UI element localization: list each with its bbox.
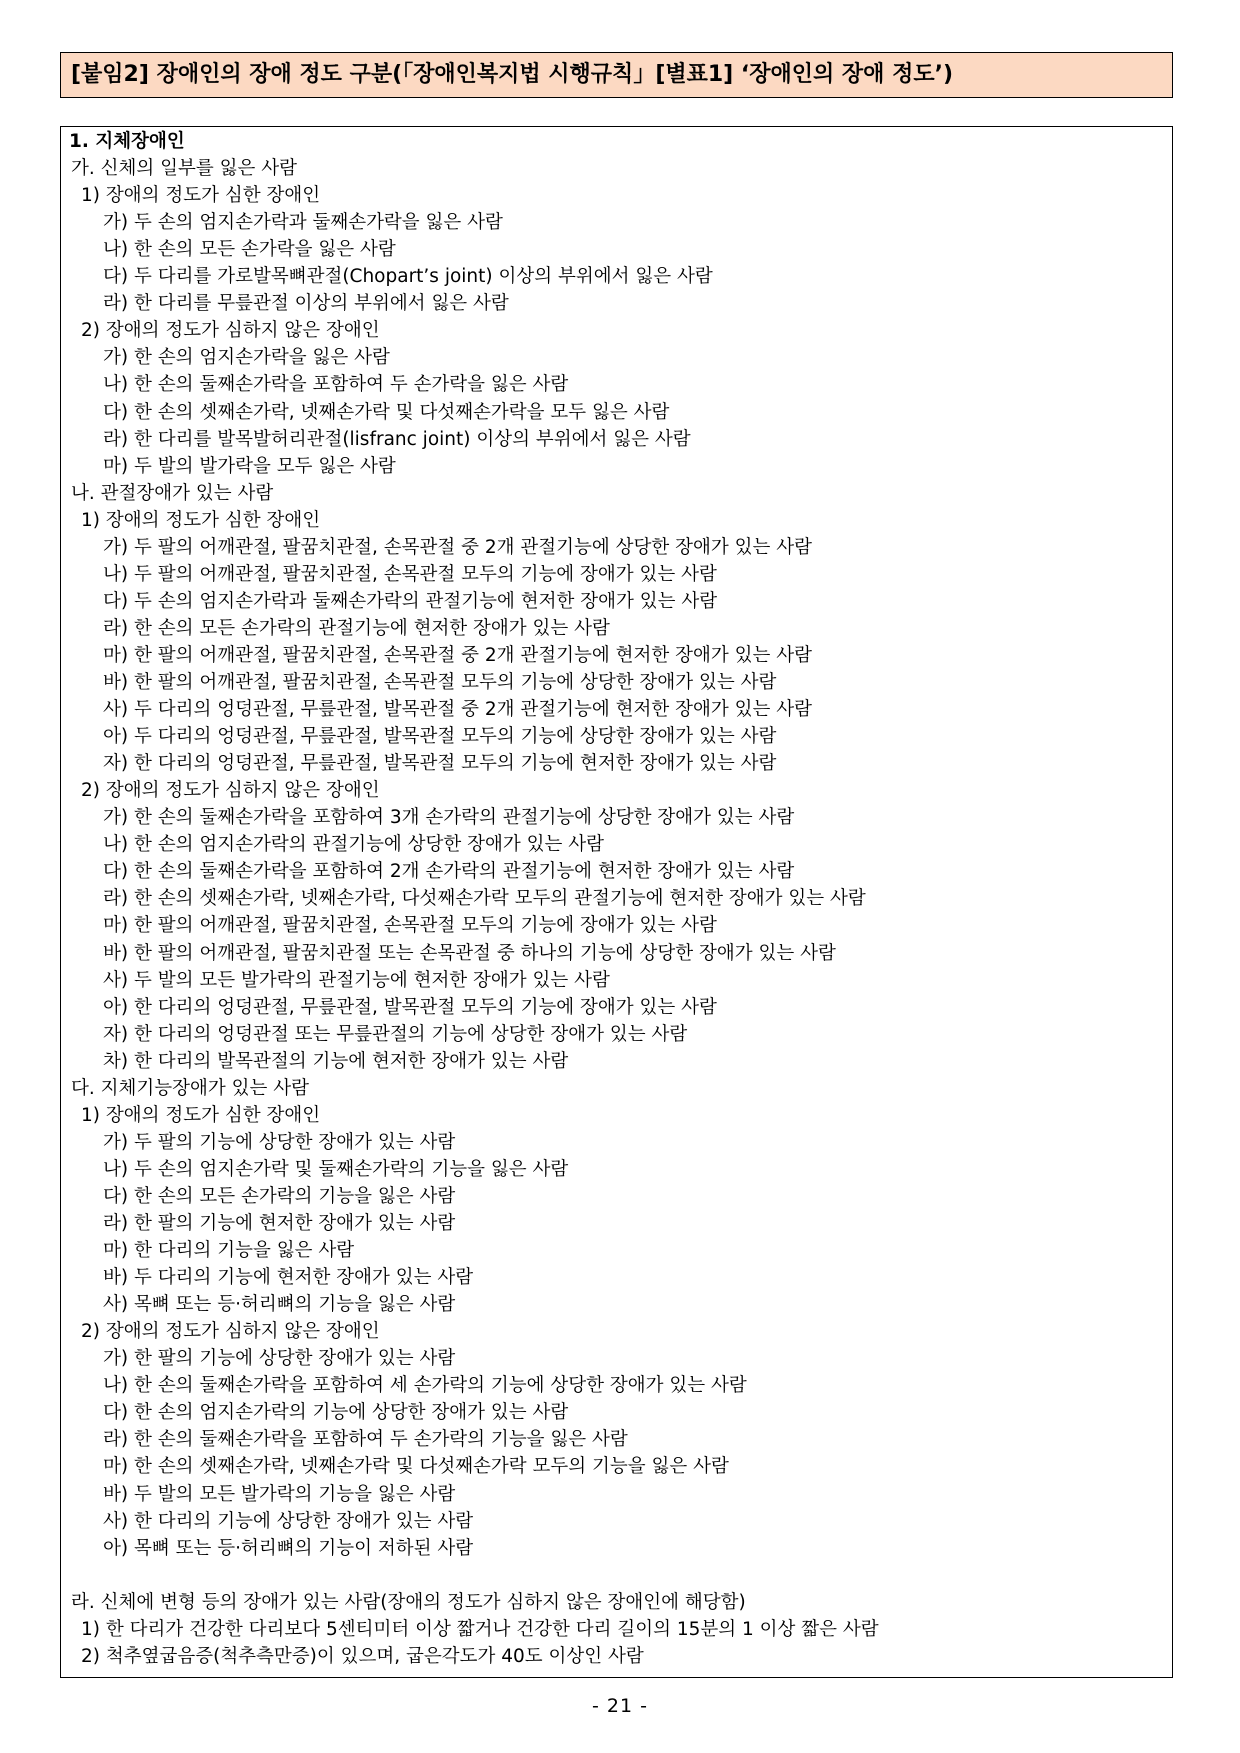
criteria-item: 다) 두 다리를 가로발목뼈관절(Chopart’s joint) 이상의 부위에서 잃은 사람 (103, 266, 713, 288)
criteria-item: 나) 두 손의 엄지손가락 및 둘째손가락의 기능을 잃은 사람 (103, 1158, 569, 1180)
criteria-item: 가) 두 팔의 기능에 상당한 장애가 있는 사람 (103, 1131, 456, 1153)
category-item (61, 1562, 71, 1589)
criteria-item: 차) 한 다리의 발목관절의 기능에 현저한 장애가 있는 사람 (103, 1050, 569, 1072)
document-title: [붙임2] 장애인의 장애 정도 구분(「장애인복지법 시행규칙」[별표1] ‘장애인의 장애 정도’) (60, 52, 1173, 98)
criteria-item: 아) 목뼈 또는 등·허리뼈의 기능이 저하된 사람 (103, 1537, 474, 1559)
criteria-item: 나) 한 손의 엄지손가락의 관절기능에 상당한 장애가 있는 사람 (103, 834, 605, 856)
criteria-item: 가) 한 팔의 기능에 상당한 장애가 있는 사람 (103, 1348, 456, 1370)
criteria-item: 가) 한 손의 엄지손가락을 잃은 사람 (103, 347, 390, 369)
criteria-item: 나) 한 손의 둘째손가락을 포함하여 두 손가락을 잃은 사람 (103, 374, 569, 396)
category-item: 나. 관절장애가 있는 사람 (71, 482, 274, 504)
criteria-item: 라) 한 손의 셋째손가락, 넷째손가락, 다섯째손가락 모두의 관절기능에 현저한 장애가 있는 사람 (103, 888, 866, 910)
criteria-item: 바) 두 발의 모든 발가락의 기능을 잃은 사람 (103, 1483, 456, 1505)
criteria-item: 가) 두 팔의 어깨관절, 팔꿈치관절, 손목관절 중 2개 관절기능에 상당한 장애가 있는 사람 (103, 536, 812, 558)
criteria-item: 아) 두 다리의 엉덩관절, 무릎관절, 발목관절 모두의 기능에 상당한 장애가 있는 사람 (103, 726, 777, 748)
category-item: 가. 신체의 일부를 잃은 사람 (71, 158, 297, 180)
criteria-item: 사) 한 다리의 기능에 상당한 장애가 있는 사람 (103, 1510, 474, 1532)
criteria-item: 사) 두 다리의 엉덩관절, 무릎관절, 발목관절 중 2개 관절기능에 현저한 장애가 있는 사람 (103, 699, 812, 721)
criteria-item: 라) 한 다리를 무릎관절 이상의 부위에서 잃은 사람 (103, 293, 509, 315)
category-item: 다. 지체기능장애가 있는 사람 (71, 1077, 309, 1099)
category-item: 라. 신체에 변형 등의 장애가 있는 사람(장애의 정도가 심하지 않은 장애인에 해당함) (71, 1591, 746, 1613)
page-number: - 21 - (592, 1695, 648, 1717)
criteria-item: 마) 한 팔의 어깨관절, 팔꿈치관절, 손목관절 중 2개 관절기능에 현저한 장애가 있는 사람 (103, 644, 812, 666)
severity-item: 2) 척추옆굽음증(척추측만증)이 있으며, 굽은각도가 40도 이상인 사람 (81, 1645, 644, 1667)
severity-item: 1) 장애의 정도가 심한 장애인 (81, 1104, 321, 1126)
criteria-item: 다) 한 손의 모든 손가락의 기능을 잃은 사람 (103, 1185, 456, 1207)
criteria-item: 사) 두 발의 모든 발가락의 관절기능에 현저한 장애가 있는 사람 (103, 969, 610, 991)
criteria-item: 바) 한 팔의 어깨관절, 팔꿈치관절 또는 손목관절 중 하나의 기능에 상당한 장애가 있는 사람 (103, 942, 836, 964)
severity-item: 2) 장애의 정도가 심하지 않은 장애인 (81, 1321, 380, 1343)
content-box (60, 126, 1173, 1678)
criteria-item: 바) 두 다리의 기능에 현저한 장애가 있는 사람 (103, 1267, 474, 1289)
severity-item: 1) 장애의 정도가 심한 장애인 (81, 509, 321, 531)
criteria-item: 라) 한 팔의 기능에 현저한 장애가 있는 사람 (103, 1213, 456, 1234)
criteria-item: 다) 한 손의 셋째손가락, 넷째손가락 및 다섯째손가락을 모두 잃은 사람 (103, 401, 670, 423)
severity-item: 1) 한 다리가 건강한 다리보다 5센티미터 이상 짧거나 건강한 다리 길이의 15분의 1 이상 짧은 사람 (81, 1618, 879, 1640)
severity-item: 2) 장애의 정도가 심하지 않은 장애인 (81, 320, 380, 342)
criteria-item: 다) 두 손의 엄지손가락과 둘째손가락의 관절기능에 현저한 장애가 있는 사람 (103, 590, 718, 612)
criteria-item: 마) 두 발의 발가락을 모두 잃은 사람 (103, 455, 396, 477)
criteria-item: 마) 한 손의 셋째손가락, 넷째손가락 및 다섯째손가락 모두의 기능을 잃은 사람 (103, 1456, 729, 1478)
criteria-item: 바) 한 팔의 어깨관절, 팔꿈치관절, 손목관절 모두의 기능에 상당한 장애가 있는 사람 (103, 672, 777, 693)
severity-item: 2) 장애의 정도가 심하지 않은 장애인 (81, 780, 380, 802)
criteria-item: 나) 한 손의 둘째손가락을 포함하여 세 손가락의 기능에 상당한 장애가 있는 사람 (103, 1375, 747, 1397)
criteria-item: 라) 한 손의 둘째손가락을 포함하여 두 손가락의 기능을 잃은 사람 (103, 1429, 628, 1451)
criteria-item: 다) 한 손의 엄지손가락의 기능에 상당한 장애가 있는 사람 (103, 1402, 569, 1424)
criteria-item: 라) 한 다리를 발목발허리관절(lisfranc joint) 이상의 부위에서 잃은 사람 (103, 428, 691, 450)
criteria-item: 자) 한 다리의 엉덩관절 또는 무릎관절의 기능에 상당한 장애가 있는 사람 (103, 1023, 688, 1045)
criteria-item: 다) 한 손의 둘째손가락을 포함하여 2개 손가락의 관절기능에 현저한 장애가 있는 사람 (103, 861, 795, 883)
criteria-item: 가) 두 손의 엄지손가락과 둘째손가락을 잃은 사람 (103, 212, 503, 234)
section-heading: 1. 지체장애인 (69, 131, 185, 152)
criteria-item: 나) 한 손의 모든 손가락을 잃은 사람 (103, 239, 396, 261)
criteria-item: 자) 한 다리의 엉덩관절, 무릎관절, 발목관절 모두의 기능에 현저한 장애가 있는 사람 (103, 753, 777, 775)
criteria-item: 나) 두 팔의 어깨관절, 팔꿈치관절, 손목관절 모두의 기능에 장애가 있는 사람 (103, 563, 717, 585)
criteria-item: 마) 한 팔의 어깨관절, 팔꿈치관절, 손목관절 모두의 기능에 장애가 있는 사람 (103, 915, 717, 937)
criteria-item: 마) 한 다리의 기능을 잃은 사람 (103, 1240, 355, 1262)
criteria-item: 가) 한 손의 둘째손가락을 포함하여 3개 손가락의 관절기능에 상당한 장애가 있는 사람 (103, 807, 795, 829)
criteria-item: 사) 목뼈 또는 등·허리뼈의 기능을 잃은 사람 (103, 1294, 456, 1316)
criteria-item: 라) 한 손의 모든 손가락의 관절기능에 현저한 장애가 있는 사람 (103, 617, 610, 639)
criteria-item: 아) 한 다리의 엉덩관절, 무릎관절, 발목관절 모두의 기능에 장애가 있는 사람 (103, 996, 717, 1018)
severity-item: 1) 장애의 정도가 심한 장애인 (81, 185, 321, 207)
